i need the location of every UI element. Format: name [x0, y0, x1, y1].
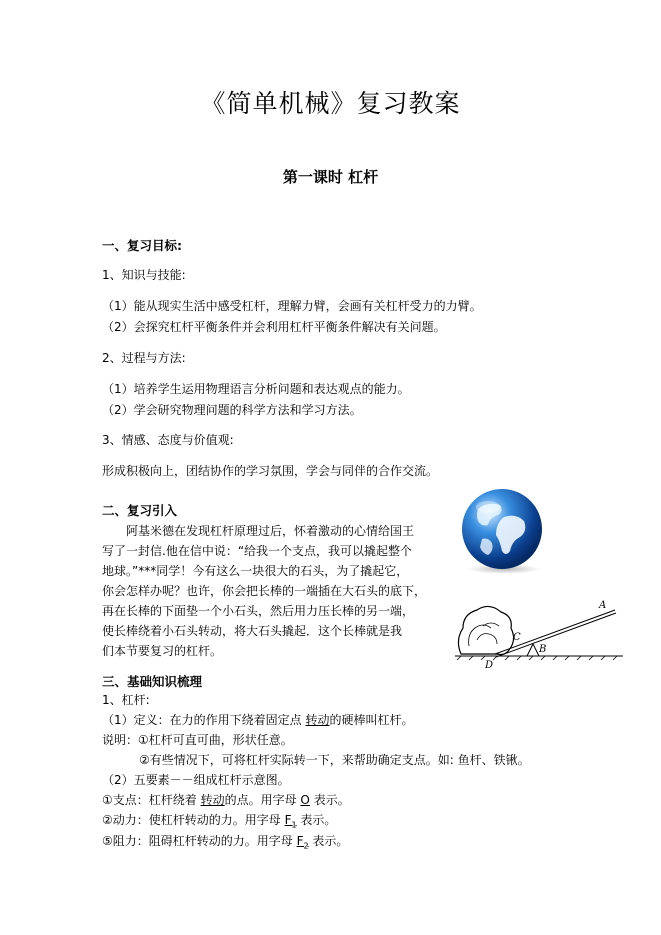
objective-attitude-heading: 3、情感、态度与价值观: — [102, 433, 234, 447]
lever-label-c: C — [513, 632, 521, 643]
objective-process-heading: 2、过程与方法: — [102, 351, 186, 365]
definition-text: （1）定义：在力的作用下绕着固定点 — [102, 713, 306, 727]
section-heading-objectives: 一、复习目标: — [102, 238, 182, 253]
definition-text: 的硬棒叫杠杆。 — [329, 713, 414, 727]
resistance-letter — [296, 834, 309, 851]
lever-label-d: D — [485, 660, 494, 670]
objective-knowledge-2: （2）会探究杠杆平衡条件并会利用杠杆平衡条件解决有关问题。 — [102, 320, 446, 334]
effort-letter — [284, 813, 297, 830]
definition-blank: 转动 — [305, 713, 330, 727]
intro-paragraph-line: 你会怎样办呢？也许，你会把长棒的一端插在大石头的底下， — [102, 584, 427, 598]
resistance-letter-sub: 2 — [303, 841, 309, 851]
page-title: 《简单机械》复习教案 — [200, 89, 461, 118]
knowledge-item-lever: 1、杠杆: — [102, 693, 150, 707]
lever-label-a: A — [599, 600, 607, 611]
resistance-text: 表示。 — [308, 834, 349, 848]
fulcrum-blank: 转动 — [200, 793, 225, 807]
definition-note-2: ②有些情况下，可将杠杆实际转一下，来帮助确定支点。如: 鱼杆、铁锹。 — [139, 753, 530, 767]
objective-knowledge-1: （1）能从现实生活中感受杠杆，理解力臂，会画有关杠杆受力的力臂。 — [102, 299, 482, 313]
section-heading-knowledge: 三、基础知识梳理 — [102, 674, 203, 689]
intro-paragraph-line: 写了一封信.他在信中说：“给我一个支点，我可以撬起整个 — [102, 544, 413, 558]
intro-paragraph-line: 再在长棒的下面垫一个小石头，然后用力压长棒的另一端， — [102, 604, 415, 618]
intro-paragraph-line: 阿基米德在发现杠杆原理过后，怀着激动的心情给国王 — [126, 524, 415, 538]
definition-note-1: 说明：①杠杆可直可曲，形状任意。 — [102, 733, 293, 747]
resistance-letter-f: F — [296, 834, 304, 848]
objective-attitude-1: 形成积极向上，团结协作的学习氛围，学会与同伴的合作交流。 — [102, 464, 439, 478]
objective-process-2: （2）学会研究物理问题的科学方法和学习方法。 — [102, 403, 362, 417]
element-resistance — [102, 832, 348, 855]
lever-label-b: B — [539, 644, 547, 655]
intro-paragraph-line: 地球。”***同学！今有这么一块很大的石头，为了撬起它， — [102, 564, 409, 578]
fulcrum-text: 表示。 — [309, 793, 350, 807]
effort-text: 表示。 — [296, 813, 337, 827]
fulcrum-text: 的点。用字母 — [224, 793, 301, 807]
element-effort — [102, 811, 336, 834]
intro-paragraph-line: 使长棒绕着小石头转动，将大石头撬起．这个长棒就是我 — [102, 624, 403, 638]
fulcrum-text: ①支点：杠杆绕着 — [102, 793, 201, 807]
effort-letter-sub: 1 — [291, 820, 297, 830]
globe-illustration — [458, 487, 546, 575]
lesson-subtitle: 第一课时 杠杆 — [282, 168, 379, 186]
lever-rock-illustration — [453, 596, 625, 670]
element-fulcrum — [102, 791, 350, 809]
effort-text: ②动力：使杠杆转动的力。用字母 — [102, 813, 285, 827]
section-heading-intro: 二、复习引入 — [102, 503, 178, 518]
effort-letter-f: F — [284, 813, 292, 827]
five-elements-heading: （2）五要素－－组成杠杆示意图。 — [102, 773, 290, 787]
objective-process-1: （1）培养学生运用物理语言分析问题和表达观点的能力。 — [102, 382, 410, 396]
intro-paragraph-line: 们本节要复习的杠杆。 — [102, 644, 223, 658]
fulcrum-letter: O — [300, 793, 310, 807]
lever-definition — [102, 711, 413, 729]
objective-knowledge-heading: 1、知识与技能: — [102, 268, 186, 282]
resistance-text: ⑤阻力：阻碍杠杆转动的力。用字母 — [102, 834, 297, 848]
